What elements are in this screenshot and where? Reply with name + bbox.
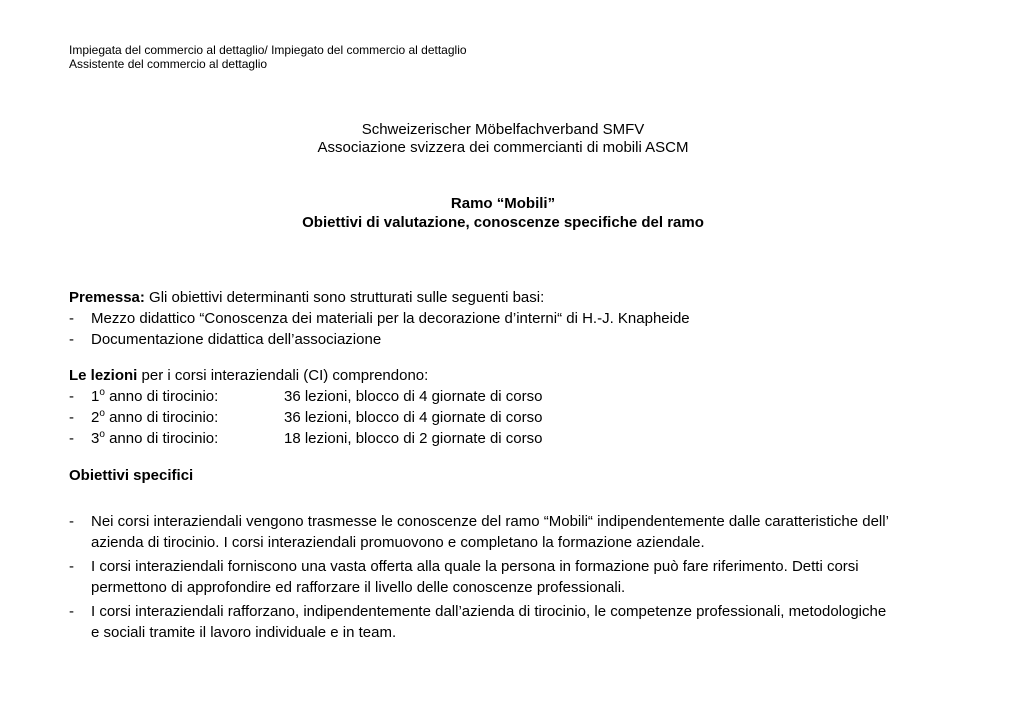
lezioni-label: Le lezioni xyxy=(69,367,138,384)
lezioni-text: per i corsi interaziendali (CI) comprendono: xyxy=(137,367,429,384)
header-line-1: Impiegata del commercio al dettaglio/ Impiegato del commercio al dettaglio xyxy=(69,43,467,57)
page-header xyxy=(69,43,467,71)
year-ordinal: o xyxy=(99,408,105,419)
year-ordinal: o xyxy=(99,429,105,440)
document-body xyxy=(69,287,949,646)
year-label-text: anno di tirocinio: xyxy=(104,409,219,426)
organization-block xyxy=(0,121,1006,157)
obiettivi-item xyxy=(69,556,949,598)
obiettivi-heading xyxy=(69,465,949,486)
year-value: 36 lezioni, blocco di 4 giornate di corso xyxy=(284,409,543,426)
list-dash: - xyxy=(69,513,74,530)
premessa-item xyxy=(69,308,949,329)
obiettivi-item xyxy=(69,511,949,553)
organization-line-2: Associazione svizzera dei commercianti di mobili ASCM xyxy=(317,139,689,156)
year-label xyxy=(91,407,284,428)
obiettivi-item-line: I corsi interaziendali forniscono una vasta offerta alla quale la persona in formazione può fare riferimento. Detti corsi xyxy=(91,558,859,575)
premessa-paragraph xyxy=(69,287,949,308)
document-title xyxy=(0,194,1006,232)
list-dash: - xyxy=(69,558,74,575)
list-dash: - xyxy=(69,310,74,327)
list-dash: - xyxy=(69,331,74,348)
lezioni-paragraph xyxy=(69,365,949,386)
organization-line-1: Schweizerischer Möbelfachverband SMFV xyxy=(361,121,645,138)
obiettivi-item-line: I corsi interaziendali rafforzano, indipendentemente dall’azienda di tirocinio, le competenze professionali, metodologiche xyxy=(91,603,887,620)
list-dash: - xyxy=(69,603,74,620)
list-dash: - xyxy=(69,409,74,426)
lezioni-year-row xyxy=(69,407,949,428)
year-label xyxy=(91,386,284,407)
year-value: 36 lezioni, blocco di 4 giornate di corso xyxy=(284,388,543,405)
year-ordinal: o xyxy=(99,387,105,398)
obiettivi-item-line: Nei corsi interaziendali vengono trasmesse le conoscenze del ramo “Mobili“ indipendentemente dalle caratteristiche dell’ xyxy=(91,513,889,530)
obiettivi-item-line: permettono di approfondire ed rafforzare il livello delle conoscenze professionali. xyxy=(91,579,626,596)
obiettivi-item-text xyxy=(91,511,949,553)
year-number: 3 xyxy=(91,430,100,447)
year-value: 18 lezioni, blocco di 2 giornate di corso xyxy=(284,430,543,447)
obiettivi-item-text xyxy=(91,601,949,643)
list-dash: - xyxy=(69,430,74,447)
lezioni-year-row xyxy=(69,386,949,407)
premessa-item-text: Mezzo didattico “Conoscenza dei materiali per la decorazione d’interni“ di H.-J. Knapheide xyxy=(91,310,690,327)
year-label-text: anno di tirocinio: xyxy=(104,388,219,405)
list-dash: - xyxy=(69,388,74,405)
title-line-1: Ramo “Mobili” xyxy=(450,195,556,212)
premessa-item-text: Documentazione didattica dell’associazione xyxy=(91,331,382,348)
year-label xyxy=(91,428,284,449)
year-label-text: anno di tirocinio: xyxy=(104,430,219,447)
obiettivi-item xyxy=(69,601,949,643)
obiettivi-item-line: azienda di tirocinio. I corsi interaziendali promuovono e completano la formazione aziendale. xyxy=(91,534,705,551)
premessa-item xyxy=(69,329,949,350)
obiettivi-heading-text: Obiettivi specifici xyxy=(69,467,194,484)
header-line-2: Assistente del commercio al dettaglio xyxy=(69,57,268,71)
premessa-label: Premessa: xyxy=(69,289,145,306)
obiettivi-item-text xyxy=(91,556,949,598)
lezioni-year-row xyxy=(69,428,949,449)
premessa-text: Gli obiettivi determinanti sono strutturati sulle seguenti basi: xyxy=(144,289,545,306)
year-number: 2 xyxy=(91,409,100,426)
year-number: 1 xyxy=(91,388,100,405)
obiettivi-item-line: e sociali tramite il lavoro individuale e in team. xyxy=(91,624,397,641)
title-line-2: Obiettivi di valutazione, conoscenze specifiche del ramo xyxy=(302,214,704,231)
